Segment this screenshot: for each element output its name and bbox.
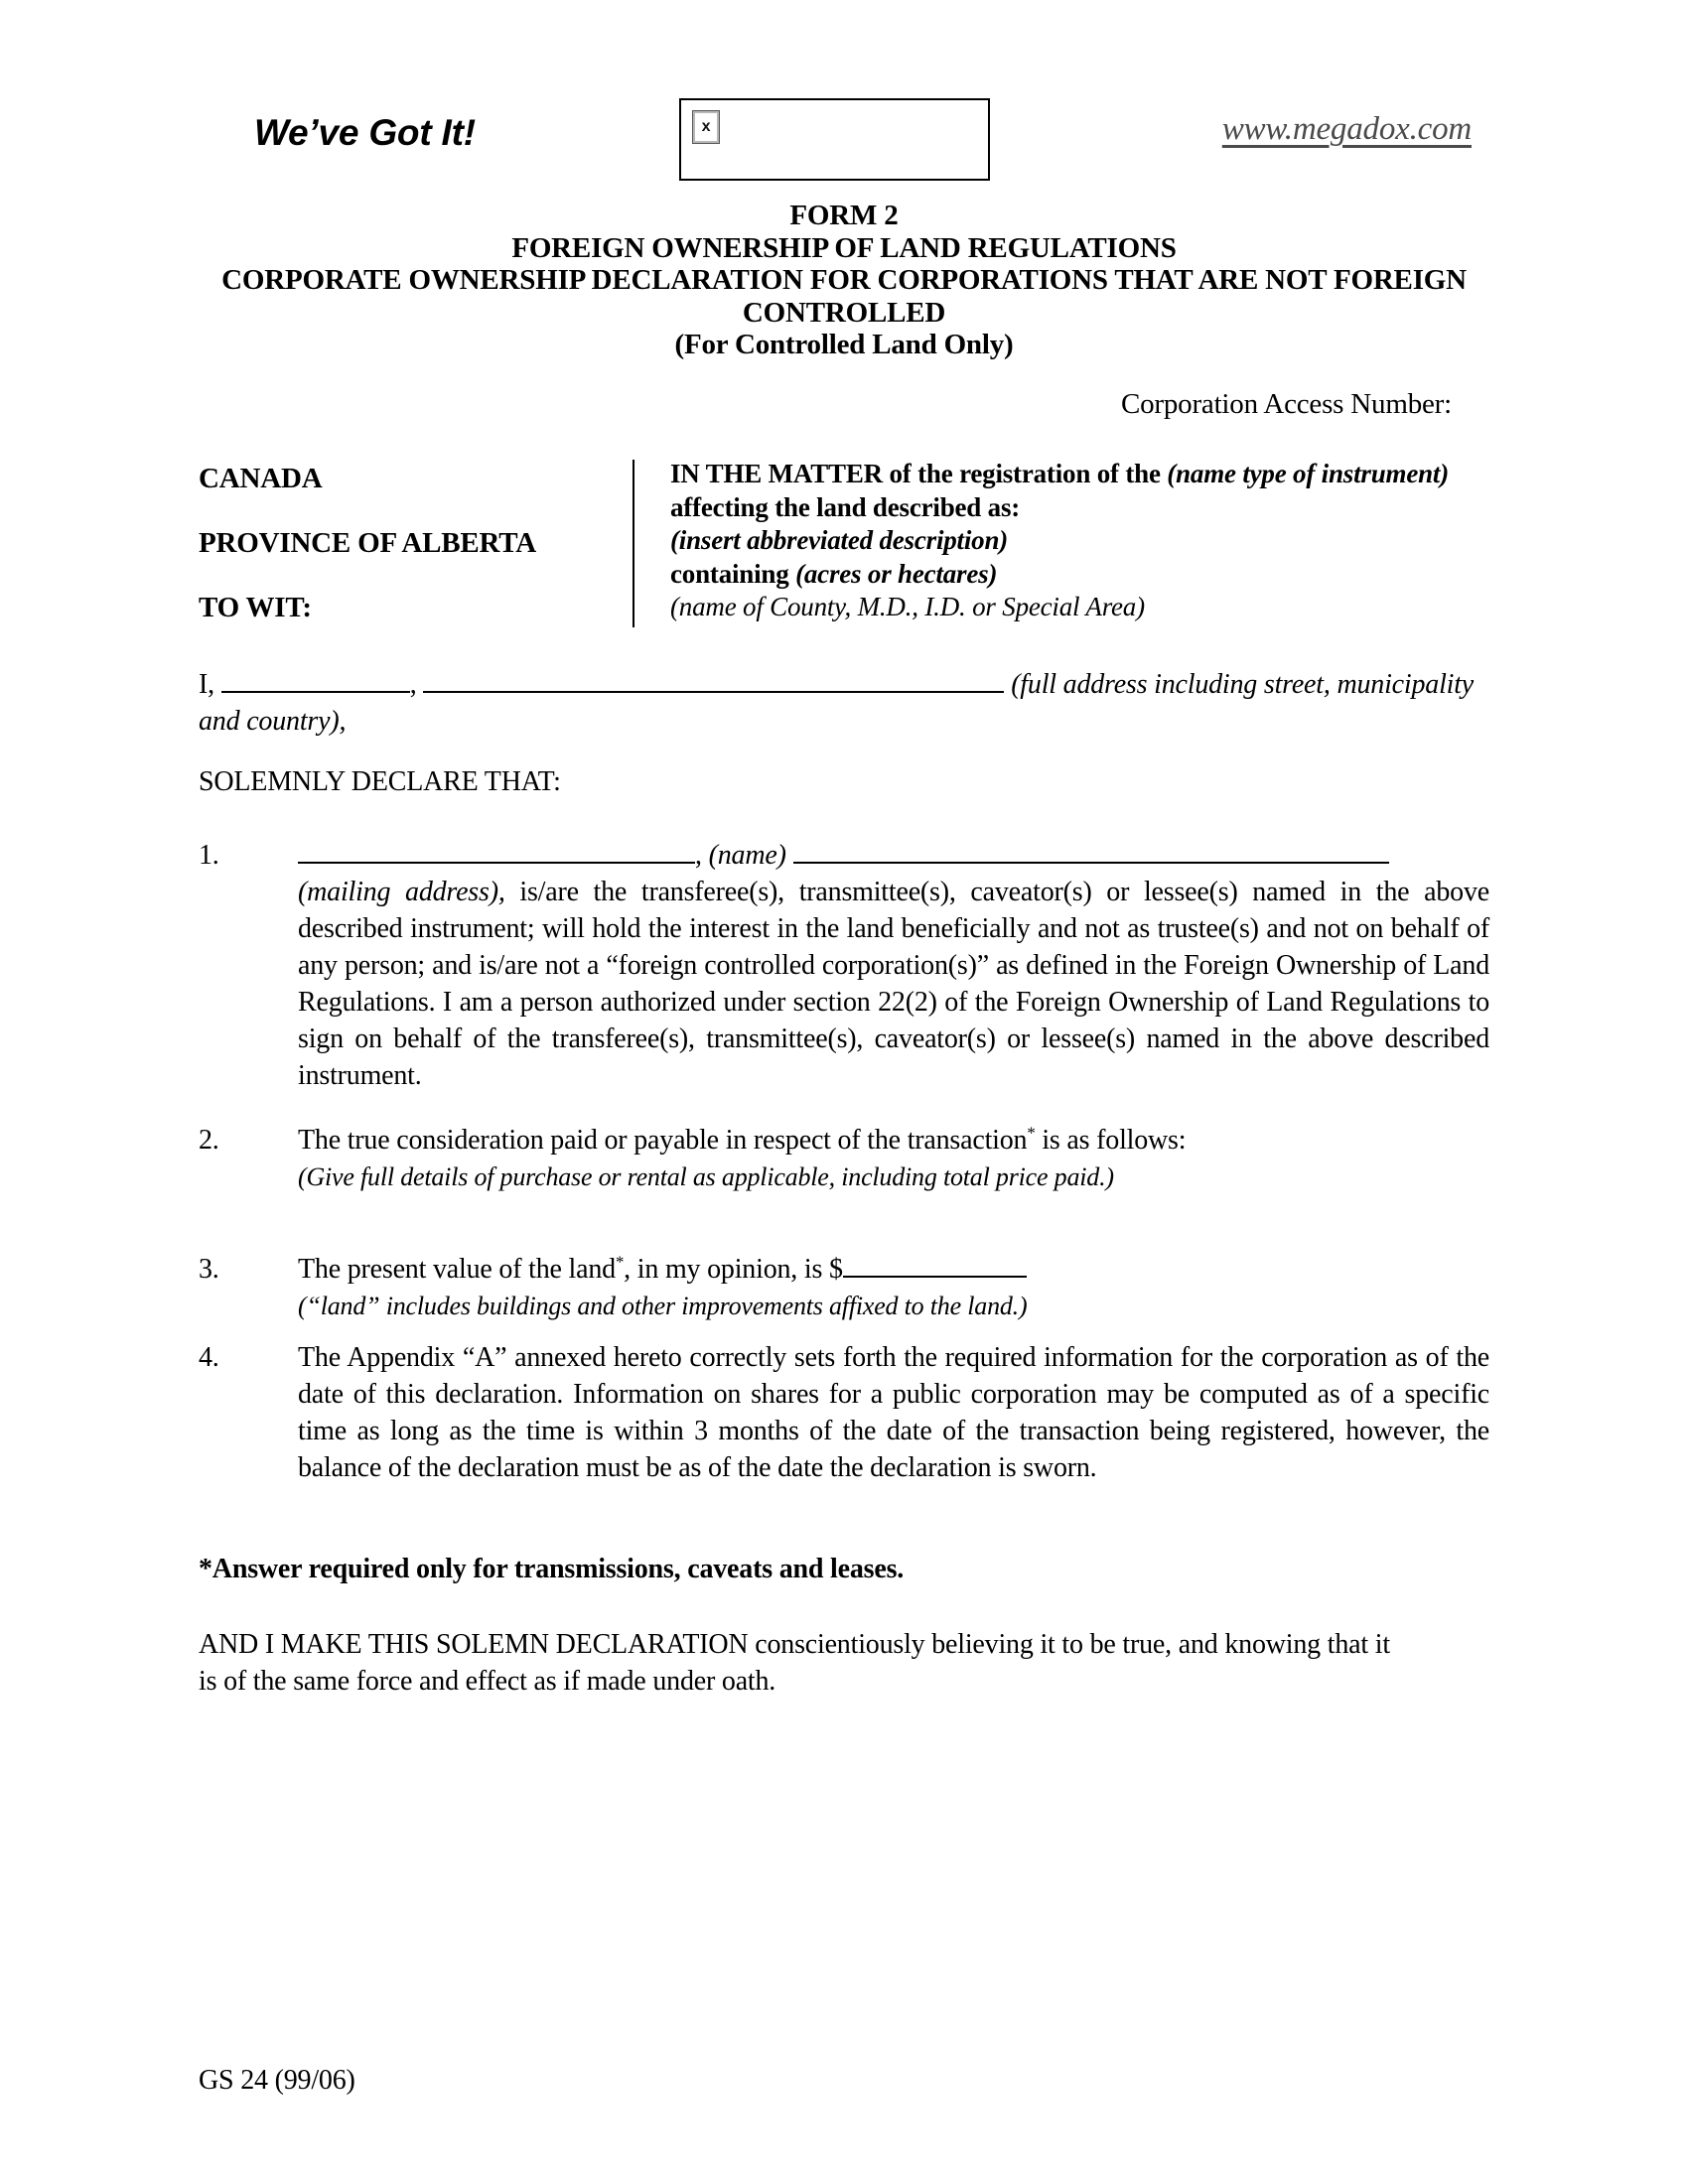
item-2-instruction-note: (Give full details of purchase or rental as applicable, including total price paid.)	[298, 1162, 1114, 1191]
item-3-number: 3.	[199, 1254, 219, 1285]
item-2-text: The true consideration paid or payable in respect of the transaction	[298, 1125, 1028, 1156]
broken-image-placeholder	[679, 98, 990, 181]
form-item-3	[199, 1251, 1489, 1324]
broken-image-x-glyph: x	[701, 118, 711, 135]
form-title-line-5: (For Controlled Land Only)	[674, 329, 1014, 360]
item-3-line	[298, 1251, 1489, 1288]
matter-description-hint: (insert abbreviated description)	[670, 525, 1009, 556]
form-item-2	[199, 1122, 1489, 1195]
form-title-line-1: FORM 2	[789, 200, 899, 231]
item-3-text: The present value of the land	[298, 1254, 616, 1285]
item-3-instruction-note: (“land” includes buildings and other improvements affixed to the land.)	[298, 1292, 1028, 1320]
form-title-line-3: CORPORATE OWNERSHIP DECLARATION FOR CORPORATIONS THAT ARE NOT FOREIGN	[221, 264, 1467, 296]
item-4-paragraph: The Appendix “A” annexed hereto correctly sets forth the required information for the corporation as of the date of this declaration. Information on shares for a public corporation may be computed as of a specific time as long as the time is within 3 months of the date of the transaction being registered, however, the balance of the declaration must be as of the date the declaration is sworn.	[298, 1342, 1489, 1483]
declarant-address-blank	[423, 667, 1004, 693]
matter-line-2: affecting the land described as:	[670, 491, 1021, 522]
item-3-text-after: , in my opinion, is $	[624, 1254, 843, 1285]
item-1-number: 1.	[199, 840, 219, 871]
item-1-address-blank	[793, 838, 1389, 864]
form-item-1	[199, 837, 1489, 1094]
matter-acres-hint: (acres or hectares)	[795, 558, 998, 589]
item-1-name-hint: (name)	[708, 840, 786, 871]
declarant-name-blank	[221, 667, 410, 693]
solemn-declaration-closing	[199, 1626, 1400, 1700]
form-item-4	[199, 1339, 1489, 1486]
form-title-line-2: FOREIGN OWNERSHIP OF LAND REGULATIONS	[511, 231, 1177, 264]
column-divider-line	[633, 460, 634, 627]
item-2-line	[298, 1122, 1489, 1159]
matter-county-hint: (name of County, M.D., I.D. or Special Area)	[670, 592, 1145, 622]
solemnly-declare-heading: SOLEMNLY DECLARE THAT:	[199, 766, 561, 797]
closing-caps-text: AND I MAKE THIS SOLEMN DECLARATION	[199, 1629, 749, 1660]
item-3-asterisk: *	[615, 1252, 625, 1272]
item-1-mailing-address-hint: (mailing address),	[298, 877, 505, 907]
declarant-line	[199, 666, 1519, 740]
item-1-name-blank	[298, 838, 695, 864]
form-title-block	[0, 200, 1688, 361]
matter-line-1	[670, 458, 1449, 491]
declarant-address-hint: (full address including street, municipality and country),	[199, 669, 1475, 737]
jurisdiction-province: PROVINCE OF ALBERTA	[199, 527, 536, 559]
declarant-prefix: I,	[199, 669, 214, 700]
matter-containing-label: containing	[670, 558, 796, 589]
jurisdiction-canada: CANADA	[199, 463, 323, 494]
land-value-blank	[843, 1252, 1027, 1278]
closing-rest-text: conscientiously believing it to be true, and knowing that it is of the same force and effect as if made under oath.	[199, 1629, 1390, 1697]
website-link[interactable]: www.megadox.com	[1221, 111, 1472, 147]
item-4-number: 4.	[199, 1342, 219, 1373]
form-title-line-4: CONTROLLED	[742, 296, 946, 329]
form-number-footer: GS 24 (99/06)	[199, 2065, 355, 2096]
in-the-matter-block	[670, 458, 1449, 624]
item-1-paragraph	[298, 874, 1489, 1094]
broken-image-icon	[693, 111, 719, 143]
item-1-fill-line	[298, 837, 1489, 874]
item-1-body-text: is/are the transferee(s), transmittee(s), caveator(s) or lessee(s) named in the above described instrument; will hold the interest in the land beneficially and not as trustee(s) and not on behalf of any person; and is/are not a “foreign controlled corporation(s)” as defined in the Foreign Ownership of Land Regulations. I am a person authorized under section 22(2) of the Foreign Ownership of Land Regulations to sign on behalf of the transferee(s), transmittee(s), caveator(s) or lessee(s) named in the above described instrument.	[298, 877, 1489, 1091]
asterisk-footnote: *Answer required only for transmissions, caveats and leases.	[199, 1554, 905, 1584]
item-2-text-after: is as follows:	[1035, 1125, 1187, 1156]
matter-line-4	[670, 558, 1449, 592]
matter-line-1-text: IN THE MATTER of the registration of the	[670, 459, 1168, 488]
declarant-comma: ,	[409, 669, 417, 700]
matter-instrument-hint: (name type of instrument)	[1167, 459, 1450, 488]
item-1-comma: ,	[695, 840, 702, 871]
corporation-access-number-label: Corporation Access Number:	[1120, 388, 1452, 420]
megadox-slogan-logo: We’ve Got It!	[254, 112, 476, 153]
item-2-asterisk: *	[1027, 1123, 1036, 1143]
jurisdiction-to-wit: TO WIT:	[199, 592, 312, 623]
item-2-number: 2.	[199, 1125, 219, 1156]
